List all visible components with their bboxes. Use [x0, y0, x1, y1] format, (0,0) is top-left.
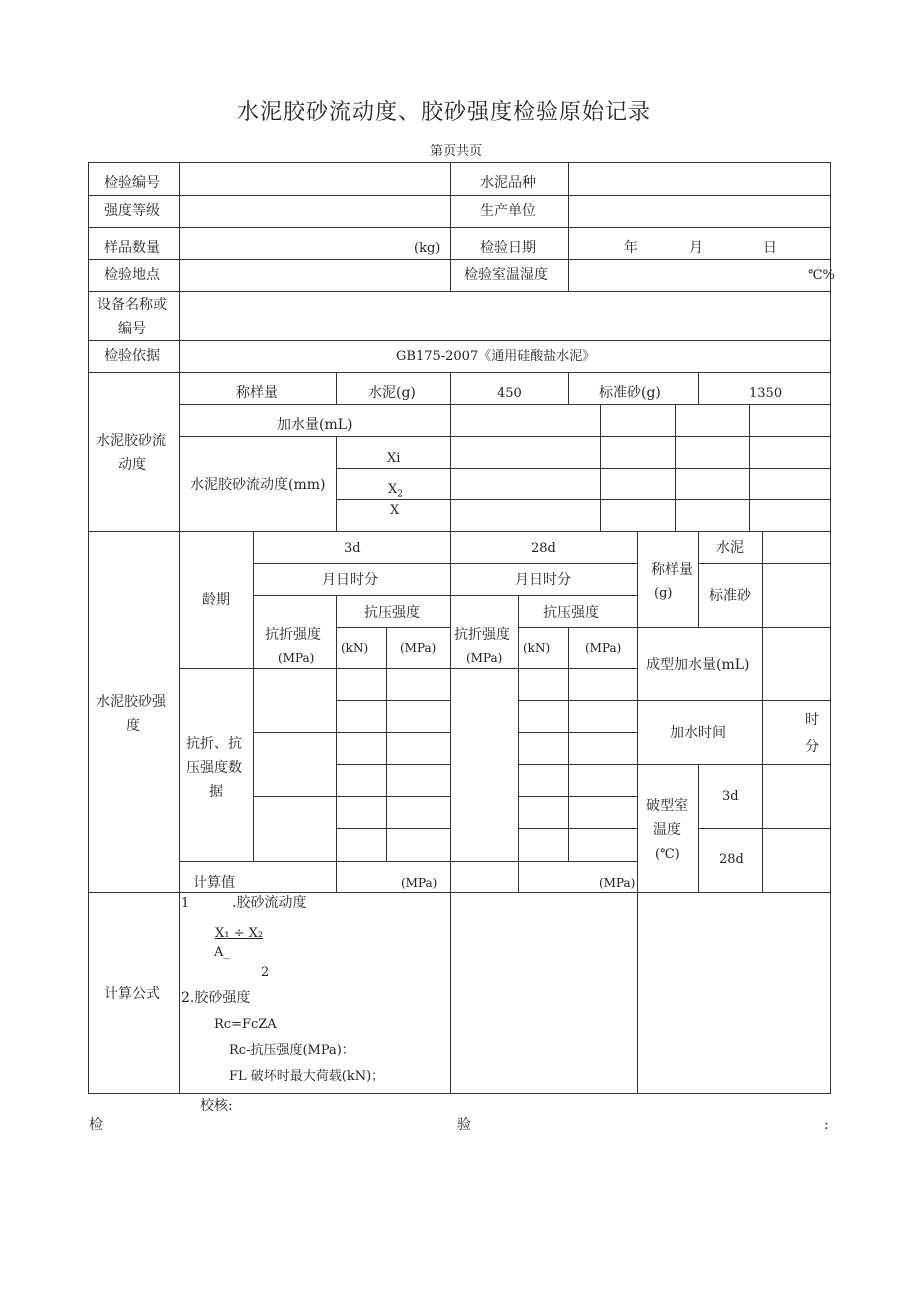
fluidity-section-label-2: 动度: [118, 457, 146, 473]
x-label: X: [390, 503, 400, 518]
mold-water-label: 成型加水量(mL): [646, 657, 750, 673]
formula-item1-text: .胶砂流动度: [232, 895, 307, 911]
water-time-label: 加水时间: [670, 725, 726, 741]
kn-unit-28d: (kN): [523, 641, 551, 655]
equipment-label-2: 编号: [118, 321, 146, 337]
age-label: 龄期: [202, 592, 230, 608]
room-temp-label: 检验室温湿度: [464, 267, 548, 283]
page-title: 水泥胶砂流动度、胶砂强度检验原始记录: [237, 100, 652, 125]
weigh-label-strength: 称样量: [651, 562, 693, 578]
data-label-1: 抗折、抗: [186, 736, 242, 752]
strength-section-label-1: 水泥胶砂强: [96, 694, 166, 710]
basis-value: GB175-2007《通用硅酸盐水泥》: [396, 349, 596, 364]
formula-eq2: Rc=FcZA: [214, 1017, 277, 1032]
age-3d: 3d: [344, 541, 361, 556]
weigh-label: 称样量: [236, 385, 278, 401]
calc-unit-28d: (MPa): [599, 876, 636, 890]
flexural-unit-28d: (MPa): [466, 651, 503, 665]
tester-colon: :: [824, 1117, 829, 1133]
formula-item2: 2.胶砂强度: [181, 990, 251, 1006]
mpa-unit-3d: (MPa): [400, 641, 437, 655]
compressive-label-28d: 抗压强度: [543, 605, 599, 621]
flexural-label-28d: 抗折强度: [454, 627, 510, 643]
sample-qty-unit: (kg): [414, 241, 441, 256]
datetime-3d: 月日时分: [322, 572, 378, 588]
sample-qty-label: 样品数量: [104, 240, 160, 256]
demold-3d: 3d: [722, 789, 739, 804]
xi-label: Xi: [387, 451, 401, 466]
formula-def1: Rc-抗压强度(MPa)：: [229, 1043, 355, 1058]
test-no-label: 检验编号: [104, 175, 160, 191]
date-day: 日: [763, 240, 777, 256]
mpa-unit-28d: (MPa): [585, 641, 622, 655]
data-label-2: 压强度数: [186, 760, 242, 776]
x2-sub: 2: [397, 489, 403, 500]
x2-label: [388, 483, 403, 500]
location-label: 检验地点: [104, 267, 160, 283]
manufacturer-label: 生产单位: [480, 203, 536, 219]
reviewer-label: 校核:: [200, 1098, 233, 1114]
compressive-label-3d: 抗压强度: [364, 605, 420, 621]
formula-item1-no: 1: [181, 896, 190, 911]
flexural-label-3d: 抗折强度: [265, 627, 321, 643]
strength-section-label-2: 度: [126, 718, 140, 734]
room-temp-unit: ℃%: [808, 268, 835, 283]
formula-eq-mid: A_: [214, 945, 230, 960]
demold-temp-label-2: 温度: [653, 822, 681, 838]
formula-label: 计算公式: [104, 986, 160, 1002]
equipment-label-1: 设备名称或: [97, 297, 167, 313]
cement-g-value: 450: [497, 386, 522, 401]
cement-label: 水泥: [716, 540, 744, 556]
test-date-label: 检验日期: [480, 240, 536, 256]
hour-label: 时: [805, 712, 819, 728]
date-year: 年: [624, 240, 638, 256]
demold-temp-label-1: 破型室: [646, 798, 688, 814]
calc-unit-3d: (MPa): [401, 876, 438, 890]
tester-label-2: 验: [457, 1117, 471, 1133]
minute-label: 分: [805, 739, 819, 755]
calc-label: 计算值: [193, 875, 235, 891]
cement-g-label: 水泥(g): [368, 385, 416, 401]
x2-main: X: [388, 482, 398, 497]
kn-unit-3d: (kN): [341, 641, 369, 655]
strength-grade-label: 强度等级: [104, 203, 160, 219]
water-label: 加水量(mL): [277, 417, 353, 433]
tester-label-1: 检: [89, 1117, 103, 1133]
formula-eq-bottom: 2: [261, 965, 270, 980]
formula-def2: FL 破坏时最大荷载(kN)；: [229, 1069, 385, 1084]
age-28d: 28d: [531, 541, 556, 556]
date-month: 月: [689, 240, 703, 256]
basis-label: 检验依据: [104, 348, 160, 364]
sand-g-label: 标准砂(g): [599, 385, 661, 401]
sand-g-value: 1350: [749, 386, 783, 401]
datetime-28d: 月日时分: [515, 572, 571, 588]
demold-temp-label-3: (℃): [655, 847, 680, 862]
weigh-unit-strength: (g): [654, 586, 673, 601]
demold-28d: 28d: [719, 852, 744, 867]
page-indicator: 第页共页: [430, 144, 483, 159]
std-sand-label: 标准砂: [709, 588, 751, 604]
fluidity-section-label-1: 水泥胶砂流: [96, 433, 166, 449]
cement-type-label: 水泥品种: [480, 175, 536, 191]
flexural-unit-3d: (MPa): [278, 651, 315, 665]
formula-eq-top: X₁ ÷ X₂: [215, 926, 264, 941]
data-label-3: 据: [209, 784, 223, 800]
fluidity-label: 水泥胶砂流动度(mm): [190, 477, 326, 493]
